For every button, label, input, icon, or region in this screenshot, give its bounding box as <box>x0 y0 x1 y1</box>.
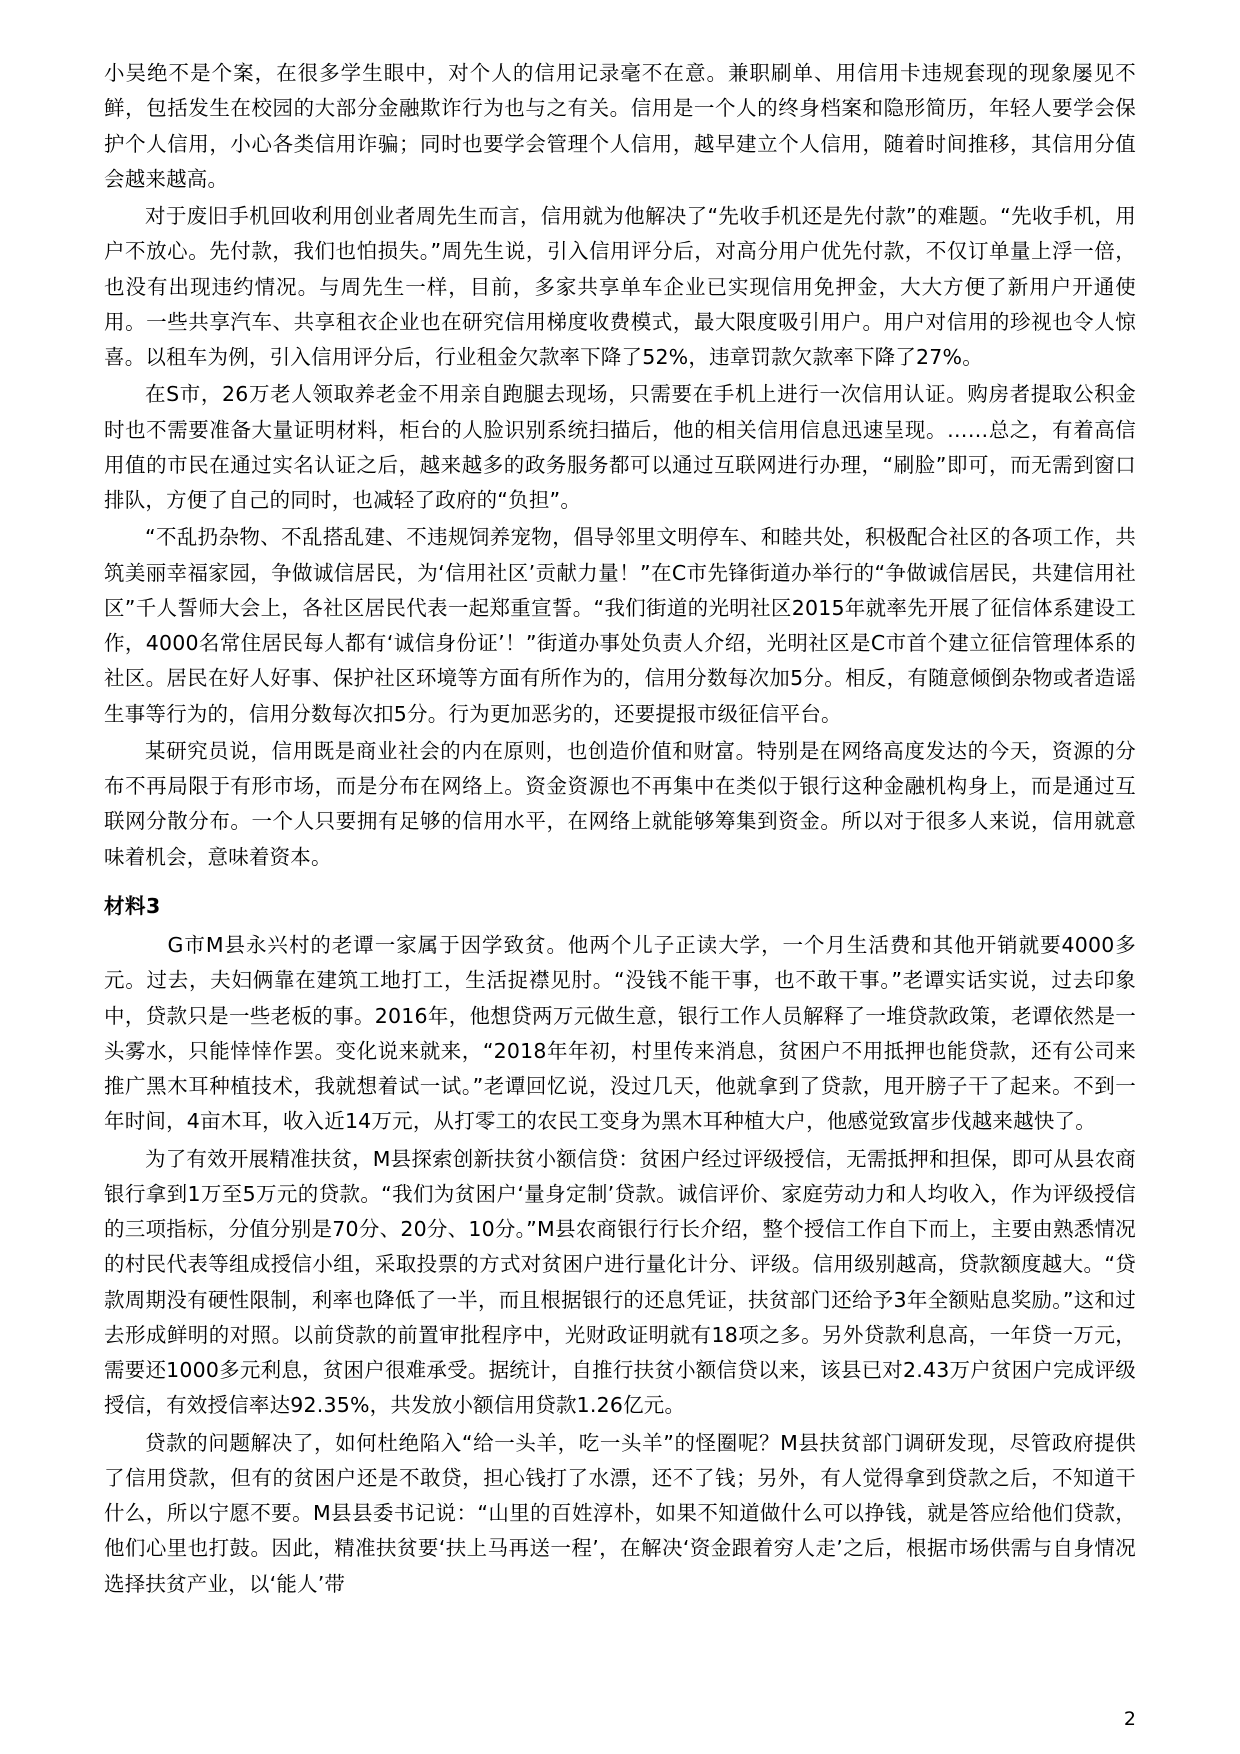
paragraph: G市M县永兴村的老谭一家属于因学致贫。他两个儿子正读大学，一个月生活费和其他开销就要4000多元。过去，夫妇俩靠在建筑工地打工，生活捉襟见肘。“没钱不能干事，也不敢干事。”老谭实话实说，过去印象中，贷款只是一些老板的事。2016年，他想贷两万元做生意，银行工作人员解释了一堆贷款政策，老谭依然是一头雾水，只能悻悻作罢。变化说来就来，“2018年年初，村里传来消息，贫困户不用抵押也能贷款，还有公司来推广黑木耳种植技术，我就想着试一试。”老谭回忆说，没过几天，他就拿到了贷款，甩开膀子干了起来。不到一年时间，4亩木耳，收入近14万元，从打零工的农民工变身为黑木耳种植大户，他感觉致富步伐越来越快了。 <box>104 933 1136 1134</box>
section-heading: 材料3 <box>104 893 161 918</box>
page-number: 2 <box>1123 1708 1136 1730</box>
paragraph: 贷款的问题解决了，如何杜绝陷入“给一头羊，吃一头羊”的怪圈呢？M县扶贫部门调研发现，尽管政府提供了信用贷款，但有的贫困户还是不敢贷，担心钱打了水漂，还不了钱；另外，有人觉得拿到贷款之后，不知道干什么，所以宁愿不要。M县县委书记说：“山里的百姓淳朴，如果不知道做什么可以挣钱，就是答应给他们贷款，他们心里也打鼓。因此，精准扶贫要‘扶上马再送一程’，在解决‘资金跟着穷人走’之后，根据市场供需与自身情况选择扶贫产业，以‘能人’带 <box>104 1430 1136 1596</box>
paragraph: 在S市，26万老人领取养老金不用亲自跑腿去现场，只需要在手机上进行一次信用认证。购房者提取公积金时也不需要准备大量证明材料，柜台的人脸识别系统扫描后，他的相关信用信息迅速呈现。……总之，有着高信用值的市民在通过实名认证之后，越来越多的政务服务都可以通过互联网进行办理，“刷脸”即可，而无需到窗口排队，方便了自己的同时，也减轻了政府的“负担”。 <box>104 382 1136 512</box>
paragraph: 某研究员说，信用既是商业社会的内在原则，也创造价值和财富。特别是在网络高度发达的今天，资源的分布不再局限于有形市场，而是分布在网络上。资金资源也不再集中在类似于银行这种金融机构身上，而是通过互联网分散分布。一个人只要拥有足够的信用水平，在网络上就能够筹集到资金。所以对于很多人来说，信用就意味着机会，意味着资本。 <box>104 738 1136 869</box>
paragraph: “不乱扔杂物、不乱搭乱建、不违规饲养宠物，倡导邻里文明停车、和睦共处，积极配合社区的各项工作，共筑美丽幸福家园，争做诚信居民，为‘信用社区’贡献力量！”在C市先锋街道办举行的“争做诚信居民，共建信用社区”千人誓师大会上，各社区居民代表一起郑重宣誓。“我们街道的光明社区2015年就率先开展了征信体系建设工作，4000名常住居民每人都有‘诚信身份证’！”街道办事处负责人介绍，光明社区是C市首个建立征信管理体系的社区。居民在好人好事、保护社区环境等方面有所作为的，信用分数每次加5分。相反，有随意倾倒杂物或者造谣生事等行为的，信用分数每次扣5分。行为更加恶劣的，还要提报市级征信平台。 <box>104 525 1136 726</box>
paragraph: 为了有效开展精准扶贫，M县探索创新扶贫小额信贷：贫困户经过评级授信，无需抵押和担保，即可从县农商银行拿到1万至5万元的贷款。“我们为贫困户‘量身定制’贷款。诚信评价、家庭劳动力和人均收入，作为评级授信的三项指标，分值分别是70分、20分、10分。”M县农商银行行长介绍，整个授信工作自下而上，主要由熟悉情况的村民代表等组成授信小组，采取投票的方式对贫困户进行量化计分、评级。信用级别越高，贷款额度越大。“贷款周期没有硬性限制，利率也降低了一半，而且根据银行的还息凭证，扶贫部门还给予3年全额贴息奖励。”这和过去形成鲜明的对照。以前贷款的前置审批程序中，光财政证明就有18项之多。另外贷款利息高，一年贷一万元，需要还1000多元利息，贫困户很难承受。据统计，自推行扶贫小额信贷以来，该县已对2.43万户贫困户完成评级授信，有效授信率达92.35%，共发放小额信用贷款1.26亿元。 <box>104 1146 1136 1418</box>
document-body <box>104 56 1136 1602</box>
paragraph: 小吴绝不是个案，在很多学生眼中，对个人的信用记录毫不在意。兼职刷单、用信用卡违规套现的现象屡见不鲜，包括发生在校园的大部分金融欺诈行为也与之有关。信用是一个人的终身档案和隐形简历，年轻人要学会保护个人信用，小心各类信用诈骗；同时也要学会管理个人信用，越早建立个人信用，随着时间推移，其信用分值会越来越高。 <box>104 61 1136 191</box>
paragraph: 对于废旧手机回收利用创业者周先生而言，信用就为他解决了“先收手机还是先付款”的难题。“先收手机，用户不放心。先付款，我们也怕损失。”周先生说，引入信用评分后，对高分用户优先付款，不仅订单量上浮一倍，也没有出现违约情况。与周先生一样，目前，多家共享单车企业已实现信用免押金，大大方便了新用户开通使用。一些共享汽车、共享租衣企业也在研究信用梯度收费模式，最大限度吸引用户。用户对信用的珍视也令人惊喜。以租车为例，引入信用评分后，行业租金欠款率下降了52%，违章罚款欠款率下降了27%。 <box>104 204 1136 369</box>
